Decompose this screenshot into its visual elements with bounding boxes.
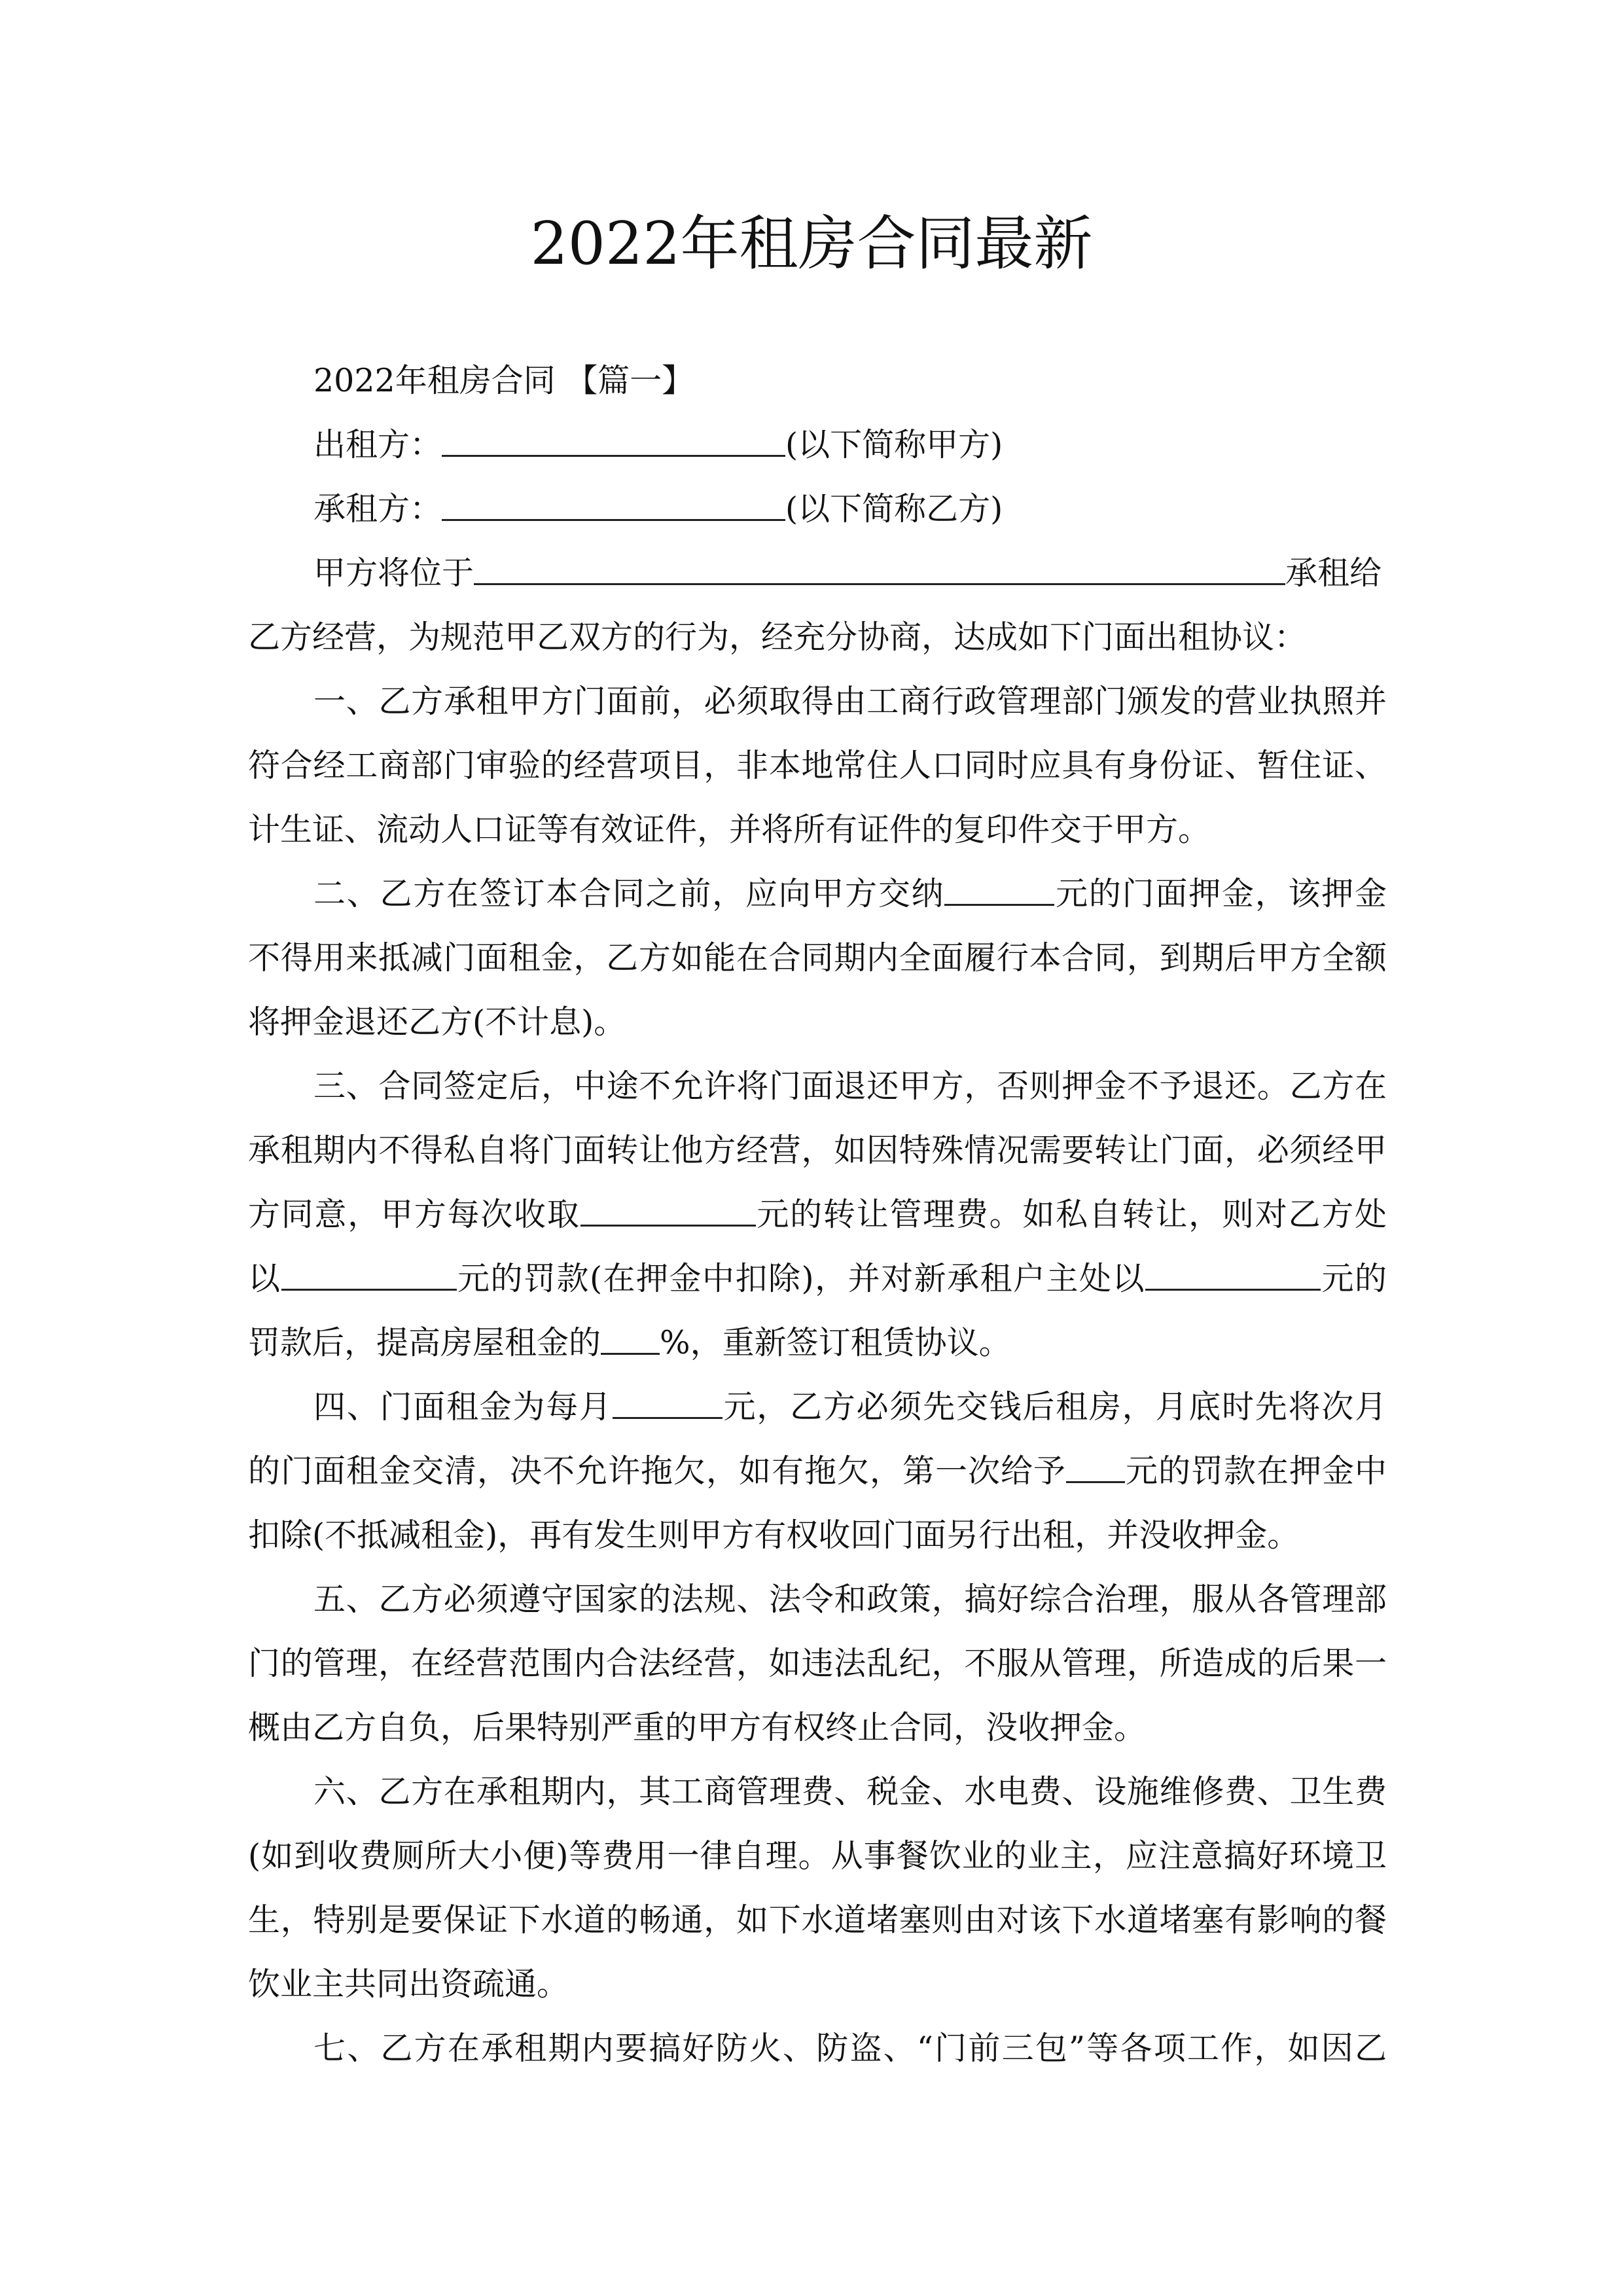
text-segment: 元，乙方必须先交钱后租房，月底时先将次月: [722, 1388, 1387, 1426]
text-segment: (以下简称甲方): [785, 426, 1003, 463]
fill-in-blank[interactable]: [580, 1185, 756, 1227]
text-segment: 六、乙方在承租期内，其工商管理费、税金、水电费、设施维修费、卫生费: [313, 1773, 1387, 1810]
text-line: [248, 862, 1387, 926]
text-segment: 不得用来抵减门面租金，乙方如能在合同期内全面履行本合同，到期后甲方全额: [248, 939, 1387, 977]
text-line: [248, 1183, 1387, 1247]
text-segment: 承租期内不得私自将门面转让他方经营，如因特殊情况需要转让门面，必须经甲: [248, 1132, 1387, 1169]
text-line: [248, 990, 1387, 1054]
text-segment: 的门面租金交清，决不允许拖欠，如有拖欠，第一次给予: [248, 1452, 1066, 1490]
text-segment: 承租给: [1285, 554, 1382, 592]
text-line: [248, 1824, 1387, 1888]
text-line: [248, 1760, 1387, 1824]
text-line: [248, 1375, 1387, 1439]
fill-in-blank[interactable]: [474, 544, 1285, 585]
text-segment: 五、乙方必须遵守国家的法规、法令和政策，搞好综合治理，服从各管理部: [313, 1581, 1387, 1618]
text-line: [248, 477, 1387, 541]
text-segment: 概由乙方自负，后果特别严重的甲方有权终止合同，没收押金。: [248, 1709, 1147, 1746]
fill-in-blank[interactable]: [1066, 1442, 1125, 1483]
text-segment: 以: [248, 1260, 281, 1297]
text-line: [248, 413, 1387, 477]
fill-in-blank[interactable]: [281, 1249, 457, 1291]
text-line: [248, 541, 1387, 605]
text-segment: 扣除(不抵减租金)，再有发生则甲方有权收回门面另行出租，并没收押金。: [248, 1516, 1300, 1554]
text-segment: (以下简称乙方): [785, 490, 1003, 528]
text-line: [248, 1247, 1387, 1311]
text-segment: 三、合同签定后，中途不允许将门面退还甲方，否则押金不予退还。乙方在: [313, 1067, 1387, 1105]
text-segment: 乙方经营，为规范甲乙双方的行为，经充分协商，达成如下门面出租协议：: [248, 619, 1307, 656]
text-line: [248, 1888, 1387, 1952]
text-segment: 门的管理，在经营范围内合法经营，如违法乱纪，不服从管理，所造成的后果一: [248, 1645, 1387, 1682]
text-line: [248, 1568, 1387, 1632]
fill-in-blank[interactable]: [1145, 1249, 1321, 1291]
text-segment: 将押金退还乙方(不计息)。: [248, 1003, 626, 1041]
text-segment: 方同意，甲方每次收取: [248, 1196, 580, 1233]
text-segment: 甲方将位于: [313, 554, 474, 592]
text-segment: 七、乙方在承租期内要搞好防火、防盗、“门前三包”等各项工作，如因乙: [313, 2030, 1387, 2067]
fill-in-blank[interactable]: [442, 416, 785, 457]
text-segment: 2022年租房合同 【篇一】: [313, 362, 694, 399]
text-line: [248, 349, 1387, 413]
text-line: [248, 1503, 1387, 1568]
fill-in-blank[interactable]: [613, 1378, 722, 1419]
fill-in-blank[interactable]: [944, 865, 1054, 906]
text-segment: %，重新签订租赁协议。: [660, 1324, 1011, 1361]
text-segment: (如到收费厕所大小便)等费用一律自理。从事餐饮业的业主，应注意搞好环境卫: [248, 1837, 1387, 1874]
text-segment: 计生证、流动人口证等有效证件，并将所有证件的复印件交于甲方。: [248, 811, 1211, 848]
text-line: [248, 926, 1387, 990]
text-segment: 元的门面押金，该押金: [1054, 875, 1387, 912]
text-line: [248, 1054, 1387, 1119]
text-segment: 符合经工商部门审验的经营项目，非本地常住人口同时应具有身份证、暂住证、: [248, 747, 1387, 784]
text-segment: 元的罚款(在押金中扣除)，并对新承租户主处以: [456, 1260, 1145, 1297]
text-segment: 元的转让管理费。如私自转让，则对乙方处: [755, 1196, 1387, 1233]
text-segment: 二、乙方在签订本合同之前，应向甲方交纳: [313, 875, 945, 912]
text-segment: 元的: [1321, 1260, 1387, 1297]
fill-in-blank[interactable]: [442, 480, 785, 521]
text-line: [248, 605, 1387, 670]
text-line: [248, 1119, 1387, 1183]
text-segment: 饮业主共同出资疏通。: [248, 1965, 569, 2003]
text-line: [248, 1632, 1387, 1696]
document-title: 2022年租房合同最新: [530, 209, 1093, 278]
text-segment: 罚款后，提高房屋租金的: [248, 1324, 601, 1361]
fill-in-blank[interactable]: [601, 1314, 660, 1355]
text-line: [248, 1952, 1387, 2017]
text-segment: 四、门面租金为每月: [313, 1388, 613, 1426]
text-segment: 出租方：: [313, 426, 442, 463]
text-segment: 元的罚款在押金中: [1124, 1452, 1387, 1490]
text-segment: 承租方：: [313, 490, 442, 528]
text-segment: 生，特别是要保证下水道的畅通，如下水道堵塞则由对该下水道堵塞有影响的餐: [248, 1901, 1387, 1939]
text-line: [248, 2017, 1387, 2081]
text-line: [248, 734, 1387, 798]
text-line: [248, 1696, 1387, 1760]
text-line: [248, 1311, 1387, 1375]
text-line: [248, 670, 1387, 734]
text-line: [248, 1439, 1387, 1503]
text-line: [248, 798, 1387, 862]
text-segment: 一、乙方承租甲方门面前，必须取得由工商行政管理部门颁发的营业执照并: [313, 683, 1387, 720]
